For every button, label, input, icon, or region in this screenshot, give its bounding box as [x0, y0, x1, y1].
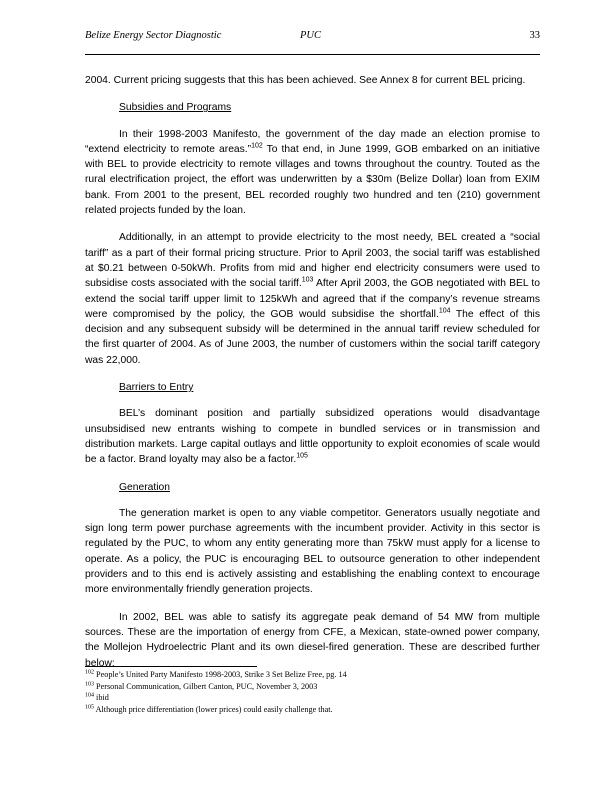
paragraph-subsidies-2-text-a: Additionally, in an attempt to provide electricity to the most needy, BEL created a “social tariff” as a part of their formal pricing structure. Prior to April 2003, the social tariff was established at $0.21 between 0-50kWh. Profits from mid and higher end electricity consumers were used to subsidise costs associated with the social tariff.	[85, 232, 540, 290]
heading-subsidies-and-programs: Subsidies and Programs	[119, 102, 232, 114]
footnote-ref-104: 104	[438, 307, 451, 315]
footnote-number: 103	[85, 680, 94, 687]
footnote-ref-102: 102	[251, 142, 263, 150]
footnote-number: 102	[85, 669, 94, 676]
footnote-item	[85, 670, 540, 681]
paragraph-generation-2: In 2002, BEL was able to satisfy its aggregate peak demand of 54 MW from multiple sources. These are the importation of energy from CFE, a Mexican, state-owned power company, the Mollejon Hydroelectric Plant and its own diesel-fired generation. These are described further below:	[85, 611, 540, 669]
footnote-text: ibid	[96, 693, 109, 702]
paragraph-intro: 2004. Current pricing suggests that this has been achieved. See Annex 8 for current BEL pricing.	[85, 75, 526, 86]
heading-barriers-to-entry: Barriers to Entry	[119, 382, 194, 394]
footnote-text: Personal Communication, Gilbert Canton, PUC, November 3, 2003	[96, 681, 318, 691]
header-divider	[85, 54, 540, 55]
header-document-title: Belize Energy Sector Diagnostic	[85, 30, 222, 41]
document-body	[85, 73, 540, 671]
paragraph-subsidies-2	[85, 230, 540, 368]
footnote-ref-105: 105	[296, 452, 308, 460]
page-number: 33	[529, 30, 540, 41]
paragraph-subsidies-2-text-c: The effect of this decision and any subsequent subsidy will be determined in the annual tariff review scheduled for the first quarter of 2004. As of June 2003, the number of customers within the social tariff category was 22,000.	[85, 308, 540, 366]
footnote-divider	[85, 666, 257, 667]
paragraph-generation-1: The generation market is open to any viable competitor. Generators usually negotiate and sign long term power purchase agreements with the incumbent provider. Activity in this sector is regulated by the PUC, to whom any entity generating more than 75kW must apply for a license to operate. As a policy, the PUC is encouraging BEL to outsource generation to other independent providers and to this end is actively assisting and establishing the enabling context to encourage more environmentally friendly generation projects.	[85, 507, 540, 596]
paragraph-subsidies-1	[85, 127, 540, 219]
footnote-item	[85, 682, 540, 693]
heading-generation: Generation	[119, 481, 170, 493]
footnote-text: Although price differentiation (lower prices) could easily challenge that.	[95, 704, 333, 714]
paragraph-subsidies-1-text-b: To that end, in June 1999, GOB embarked on an initiative with BEL to provide electricity to remote villages and towns throughout the country. Touted as the rural electrification project, the effort was underwritten by a $30m (Belize Dollar) loan from EXIM bank. From 2001 to the present, BEL recorded roughly two hundred and ten (210) government related projects funded by the loan.	[85, 143, 540, 217]
paragraph-barriers	[85, 406, 540, 467]
footnote-number: 105	[85, 703, 94, 710]
footnote-text: People’s United Party Manifesto 1998-2003, Strike 3 Set Belize Free, pg. 14	[96, 670, 347, 679]
footnote-item	[85, 693, 540, 704]
paragraph-barriers-text: BEL’s dominant position and partially subsidized operations would disadvantage unsubsidised new entrants wishing to compete in bundled services or in transmission and distribution markets. Large capital outlays and little opportunity to exploit economies of scale would be a factor. Brand loyalty may also be a factor.	[85, 408, 540, 466]
header-section-title: PUC	[300, 30, 321, 41]
footnotes-section	[85, 666, 540, 716]
footnote-item	[85, 705, 540, 716]
page-header	[85, 30, 540, 52]
footnote-number: 104	[85, 692, 94, 699]
paragraph-subsidies-1-text-a: In their 1998-2003 Manifesto, the government of the day made an election promise to “extend electricity to remote areas.”	[85, 128, 540, 155]
paragraph-subsidies-2-text-b: After April 2003, the GOB negotiated with BEL to extend the social tariff upper limit to 125kWh and agreed that if the company’s revenue streams were compromised by the policy, the GOB would subsidise the shortfall.	[85, 278, 540, 320]
footnote-ref-103: 103	[301, 276, 314, 284]
